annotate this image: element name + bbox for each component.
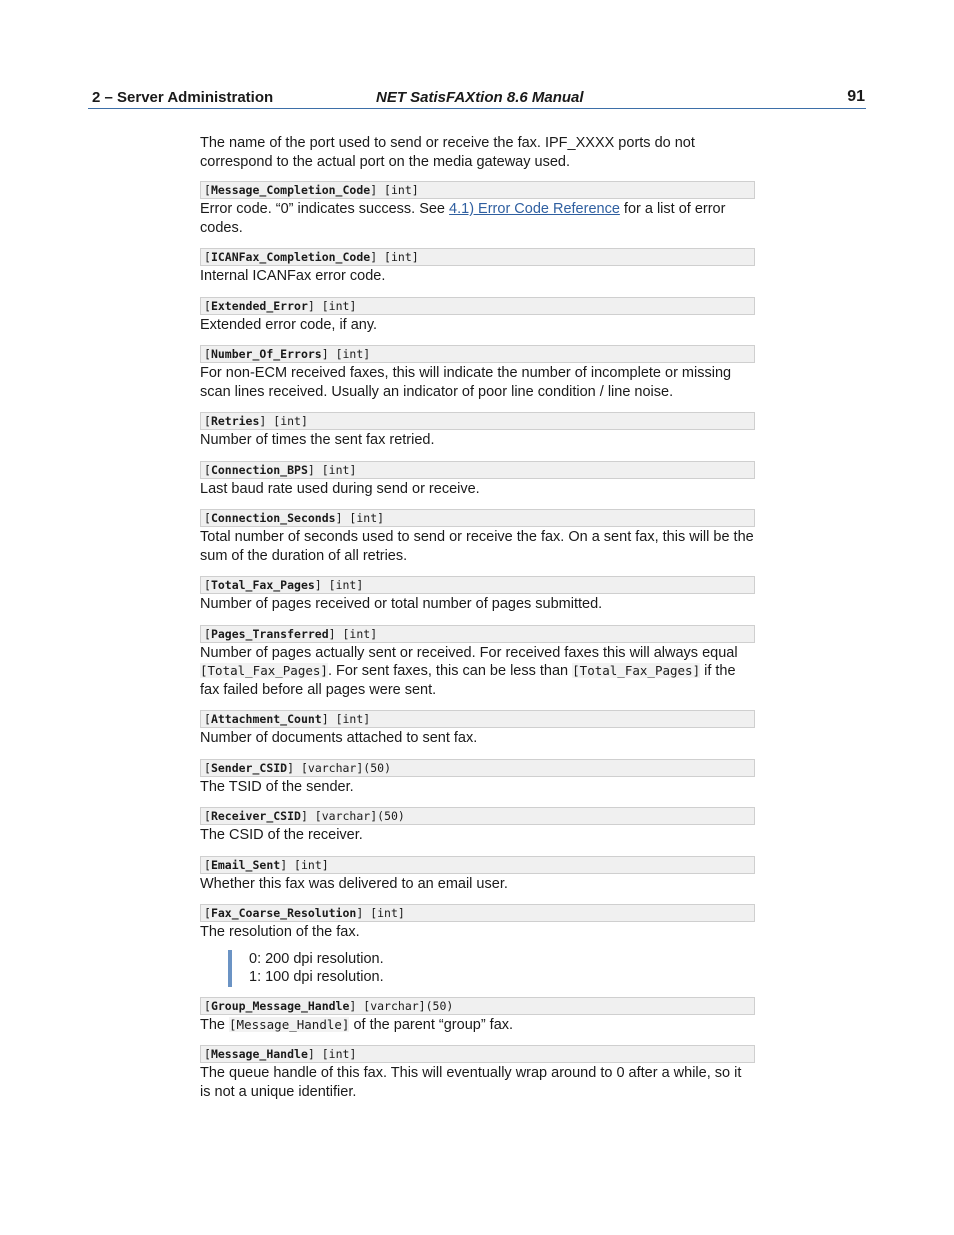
manual-title: NET SatisFAXtion 8.6 Manual [376,89,584,106]
desc-pages-transferred: Number of pages actually sent or received. For received faxes this will always equal [Total_Fax_Pages]. For sent faxes, this can be less than [Total_Fax_Pages] if the fax failed before all pages were sent. [200,644,738,698]
desc-total-fax-pages: Number of pages received or total number of pages submitted. [200,596,603,612]
desc-retries: Number of times the sent fax retried. [200,432,435,448]
field-receiver-csid: [Receiver_CSID] [varchar](50) [200,807,755,825]
field-fax-coarse-resolution: [Fax_Coarse_Resolution] [int] [200,904,755,922]
field-icanfax-completion-code: [ICANFax_Completion_Code] [int] [200,248,755,266]
desc-group-message-handle: The [Message_Handle] of the parent “group” fax. [200,1016,514,1033]
desc-attachment-count: Number of documents attached to sent fax. [200,730,478,746]
field-connection-seconds: [Connection_Seconds] [int] [200,509,755,527]
desc-number-of-errors: For non-ECM received faxes, this will indicate the number of incomplete or missing scan lines received. Usually an indicator of poor line condition / line noise. [200,365,732,400]
desc-email-sent: Whether this fax was delivered to an email user. [200,875,508,892]
field-number-of-errors: [Number_Of_Errors] [int] [200,345,755,363]
desc-connection-seconds: Total number of seconds used to send or receive the fax. On a sent fax, this will be the sum of the duration of all retries. [200,529,754,564]
field-pages-transferred: [Pages_Transferred] [int] [200,625,755,643]
desc-receiver-csid: The CSID of the receiver. [200,827,363,843]
chapter-title: 2 – Server Administration [92,89,274,106]
field-connection-bps: [Connection_BPS] [int] [200,461,755,479]
desc-extended-error: Extended error code, if any. [200,316,378,333]
field-extended-error: [Extended_Error] [int] [200,297,755,315]
field-sender-csid: [Sender_CSID] [varchar](50) [200,759,755,777]
field-total-fax-pages: [Total_Fax_Pages] [int] [200,576,755,594]
desc-connection-bps: Last baud rate used during send or receive. [200,480,480,497]
desc-icanfax-completion-code: Internal ICANFax error code. [200,268,386,284]
port-description: The name of the port used to send or receive the fax. IPF_XXXX ports do not correspond to the actual port on the media gateway used. [200,135,695,170]
page-header [88,86,866,109]
desc-message-completion-code: Error code. “0” indicates success. See 4.1) Error Code Reference for a list of error codes. [200,201,726,236]
page-number: 91 [847,88,865,105]
field-retries: [Retries] [int] [200,412,755,430]
desc-fax-coarse-resolution: The resolution of the fax. [200,924,360,940]
resolution-options [228,950,755,987]
field-message-completion-code: [Message_Completion_Code] [int] [200,181,755,199]
field-attachment-count: [Attachment_Count] [int] [200,710,755,728]
resolution-option: 1: 100 dpi resolution. [249,969,384,985]
resolution-option: 0: 200 dpi resolution. [249,950,384,967]
field-group-message-handle: [Group_Message_Handle] [varchar](50) [200,997,755,1015]
field-message-handle: [Message_Handle] [int] [200,1045,755,1063]
desc-message-handle: The queue handle of this fax. This will eventually wrap around to 0 after a while, so it is not a unique identifier. [200,1065,742,1100]
field-email-sent: [Email_Sent] [int] [200,856,755,874]
error-code-reference-link[interactable]: 4.1) Error Code Reference [449,201,620,217]
field-reference [200,134,755,1112]
desc-sender-csid: The TSID of the sender. [200,778,354,795]
